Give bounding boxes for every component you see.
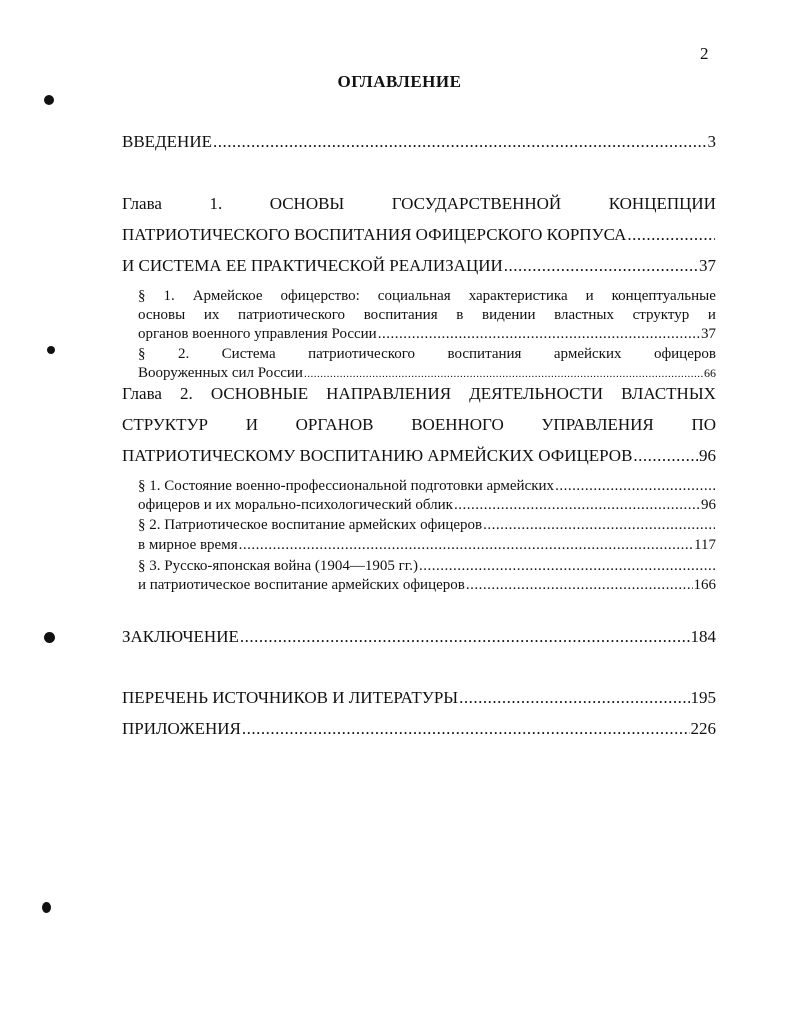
toc-entry-ch1-section1[interactable]: органов военного управления России ..... 37	[138, 326, 716, 343]
toc-entry-ch2-section3[interactable]: и патриотическое воспитание армейских офицеров ..... 166	[138, 577, 716, 594]
toc-entry-label: ВВЕДЕНИЕ	[122, 132, 212, 151]
dot-leader	[483, 517, 715, 534]
toc-page-number: 195	[690, 688, 716, 707]
dot-leader	[633, 446, 698, 466]
dot-leader	[378, 326, 700, 343]
page-title: ОГЛАВЛЕНИЕ	[337, 72, 462, 91]
dot-leader	[459, 688, 689, 708]
dot-leader	[239, 537, 693, 554]
ch2-section1-line1: § 1. Состояние военно-профессиональной подготовки армейских .....	[138, 478, 716, 495]
dot-leader	[555, 478, 715, 495]
ch1-section2-line1: § 2. Система патриотического воспитания армейских офицеров	[138, 346, 716, 362]
ch2-section2-line1: § 2. Патриотическое воспитание армейских офицеров .....	[138, 517, 716, 534]
toc-entry-ch2-section1[interactable]: офицеров и их морально-психологический облик ..... 96	[138, 497, 716, 514]
toc-page-number: 184	[690, 627, 716, 646]
margin-mark	[47, 346, 55, 354]
toc-entry-chapter2[interactable]: ПАТРИОТИЧЕСКОМУ ВОСПИТАНИЮ АРМЕЙСКИХ ОФИЦЕРОВ ..... 96	[122, 446, 716, 466]
ch1-section1-line2: основы их патриотического воспитания в видении властных структур и	[138, 307, 716, 323]
page-number: 2	[700, 44, 709, 63]
ch1-section1-line1: § 1. Армейское офицерство: социальная характеристика и концептуальные	[138, 288, 716, 304]
ch2-section3-line1: § 3. Русско-японская война (1904—1905 гг.) .....	[138, 558, 716, 575]
chapter1-heading-line2: ПАТРИОТИЧЕСКОГО ВОСПИТАНИЯ ОФИЦЕРСКОГО КОРПУСА .....	[122, 225, 716, 245]
dot-leader	[419, 558, 715, 575]
toc-entry-conclusion[interactable]: ЗАКЛЮЧЕНИЕ ..... 184	[122, 627, 716, 647]
chapter2-heading-line2: СТРУКТУР И ОРГАНОВ ВОЕННОГО УПРАВЛЕНИЯ ПО	[122, 415, 716, 434]
toc-entry-ch1-section2[interactable]: Вооруженных сил России ..... 66	[138, 365, 716, 382]
toc-entry-ch2-section2[interactable]: в мирное время ..... 117	[138, 537, 716, 554]
dot-leader	[504, 256, 698, 276]
margin-mark	[42, 902, 51, 913]
chapter1-heading-line1: Глава 1. ОСНОВЫ ГОСУДАРСТВЕННОЙ КОНЦЕПЦИИ	[122, 194, 716, 213]
dot-leader	[240, 627, 690, 647]
dot-leader	[242, 719, 690, 739]
toc-page-number: 3	[707, 132, 716, 151]
toc-page-number: 66	[704, 366, 716, 380]
toc-page-number: 96	[699, 446, 716, 465]
toc-entry-appendix[interactable]: ПРИЛОЖЕНИЯ ..... 226	[122, 719, 716, 739]
toc-entry-chapter1[interactable]: И СИСТЕМА ЕЕ ПРАКТИЧЕСКОЙ РЕАЛИЗАЦИИ ..... 37	[122, 256, 716, 276]
toc-page-number: 37	[699, 256, 716, 275]
toc-page-number: 226	[690, 719, 716, 738]
dot-leader	[454, 497, 700, 514]
toc-entry-intro[interactable]	[122, 132, 716, 152]
margin-mark	[44, 632, 55, 643]
dot-leader	[466, 577, 693, 594]
toc-page-number: 166	[693, 577, 716, 593]
toc-entry-sources[interactable]: ПЕРЕЧЕНЬ ИСТОЧНИКОВ И ЛИТЕРАТУРЫ ..... 195	[122, 688, 716, 708]
dot-leader	[304, 368, 703, 380]
toc-page-number: 37	[701, 326, 716, 342]
dot-leader	[213, 132, 707, 152]
toc-page-number: 117	[694, 537, 716, 553]
chapter2-heading-line1: Глава 2. ОСНОВНЫЕ НАПРАВЛЕНИЯ ДЕЯТЕЛЬНОСТИ ВЛАСТНЫХ	[122, 384, 716, 403]
margin-mark	[44, 95, 54, 105]
toc-page-number: 96	[701, 497, 716, 513]
dot-leader	[627, 225, 715, 245]
